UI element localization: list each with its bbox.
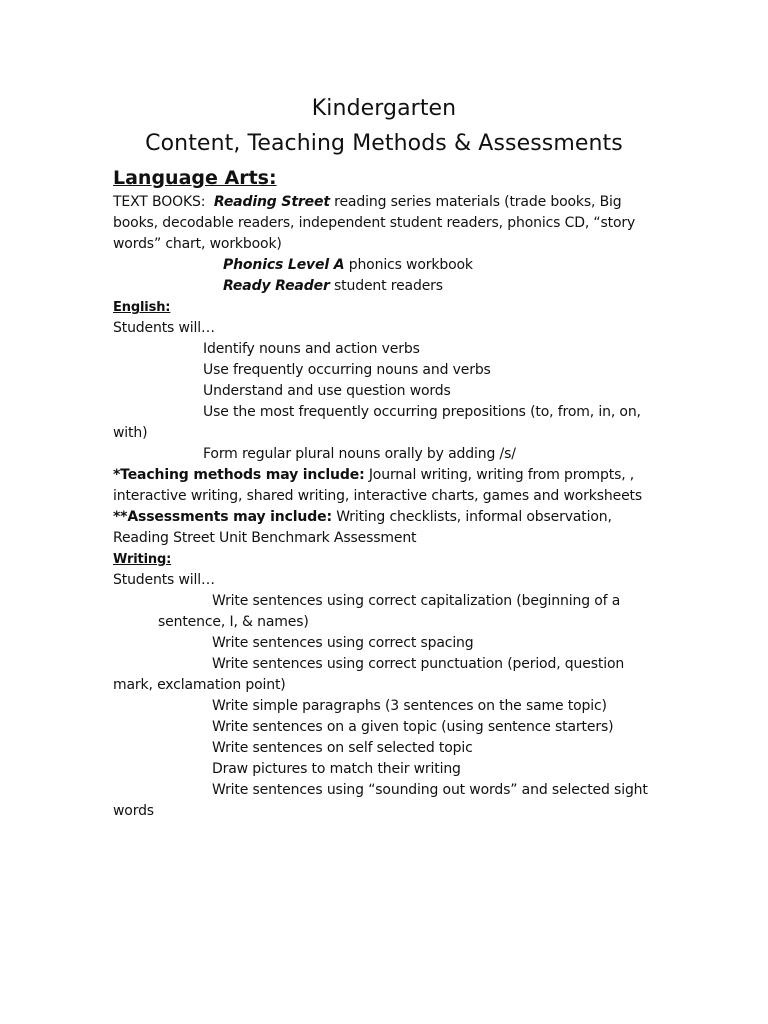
textbook-phonics-line — [113, 255, 653, 276]
writing-item: Write simple paragraphs (3 sentences on the same topic) — [212, 698, 607, 714]
textbooks-label: TEXT BOOKS: — [113, 194, 206, 210]
page-title: Kindergarten — [311, 96, 457, 121]
textbook-series-name: Reading Street — [213, 194, 330, 210]
writing-item-continuation: mark, exclamation point) — [113, 677, 286, 693]
writing-item-continuation: words — [113, 803, 154, 819]
document-body — [113, 192, 653, 822]
english-heading: English: — [113, 300, 171, 315]
teaching-methods-text: Journal writing, writing from prompts, , interactive writing, shared writing, interactive charts, games and worksheets — [113, 467, 643, 504]
textbook-reader-line — [113, 276, 653, 297]
textbook-reader-name: Ready Reader — [223, 278, 330, 294]
textbook-series-desc: reading series materials (trade books, Big books, decodable readers, independent student readers, phonics CD, “story words” chart, workbook) — [113, 194, 636, 252]
section-heading-language-arts: Language Arts: — [113, 167, 277, 189]
english-item-continuation: with) — [113, 425, 148, 441]
teaching-methods-paragraph — [113, 465, 653, 507]
english-item: Understand and use question words — [203, 383, 451, 399]
assessments-paragraph — [113, 507, 653, 549]
assessments-text: Writing checklists, informal observation, Reading Street Unit Benchmark Assessment — [113, 509, 612, 546]
teaching-methods-label: *Teaching methods may include: — [113, 467, 365, 483]
writing-item: Write sentences on self selected topic — [212, 740, 473, 756]
assessments-label: **Assessments may include: — [113, 509, 332, 525]
writing-item: Write sentences on a given topic (using sentence starters) — [212, 719, 614, 735]
textbooks-paragraph — [113, 192, 653, 255]
writing-heading: Writing: — [113, 552, 172, 567]
writing-item: Draw pictures to match their writing — [212, 761, 461, 777]
page-subtitle: Content, Teaching Methods & Assessments — [145, 131, 623, 156]
writing-intro: Students will… — [113, 572, 215, 588]
writing-item-continuation: sentence, I, & names) — [158, 614, 309, 630]
textbook-reader-desc: student readers — [329, 278, 443, 294]
english-item: Identify nouns and action verbs — [203, 341, 420, 357]
textbook-phonics-desc: phonics workbook — [344, 257, 473, 273]
english-intro: Students will… — [113, 320, 215, 336]
writing-item: Write sentences using correct capitalization (beginning of a — [212, 593, 621, 609]
english-item: Use the most frequently occurring prepositions (to, from, in, on, — [203, 404, 641, 420]
english-item: Form regular plural nouns orally by adding /s/ — [203, 446, 516, 462]
writing-item: Write sentences using “sounding out words” and selected sight — [212, 782, 648, 798]
writing-item: Write sentences using correct punctuation (period, question — [212, 656, 625, 672]
writing-item: Write sentences using correct spacing — [212, 635, 474, 651]
textbook-phonics-name: Phonics Level A — [223, 257, 345, 273]
english-item: Use frequently occurring nouns and verbs — [203, 362, 491, 378]
